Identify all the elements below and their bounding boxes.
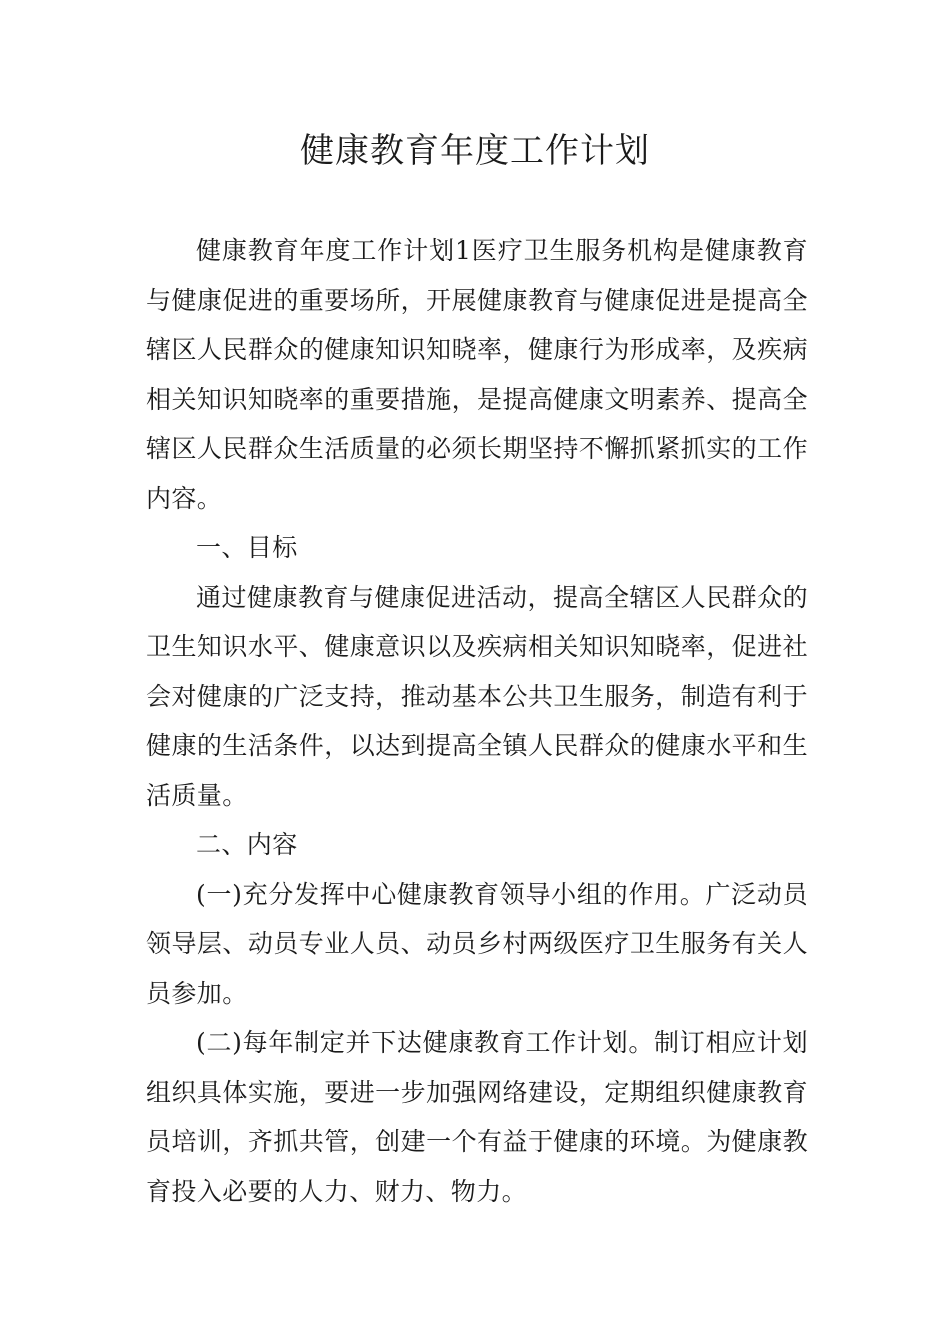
paragraph-content-item-2: (二)每年制定并下达健康教育工作计划。制订相应计划组织具体实施，要进一步加强网络建设，定期组织健康教育员培训，齐抓共管，创建一个有益于健康的环境。为健康教育投入必要的人力、财力、物力。 [146,1028,808,1206]
section-heading-goal: 一、目标 [196,533,298,562]
section-heading-content: 二、内容 [196,830,298,859]
paragraph-content-item-1: (一)充分发挥中心健康教育领导小组的作用。广泛动员领导层、动员专业人员、动员乡村两级医疗卫生服务有关人员参加。 [146,879,808,1008]
paragraph-intro: 健康教育年度工作计划1医疗卫生服务机构是健康教育与健康促进的重要场所，开展健康教育与健康促进是提高全辖区人民群众的健康知识知晓率，健康行为形成率，及疾病相关知识知晓率的重要措施，是提高健康文明素养、提高全辖区人民群众生活质量的必须长期坚持不懈抓紧抓实的工作内容。 [146,236,808,513]
document-title: 健康教育年度工作计划 [300,131,650,171]
document-body [146,226,808,1216]
paragraph-goal: 通过健康教育与健康促进活动，提高全辖区人民群众的卫生知识水平、健康意识以及疾病相关知识知晓率，促进社会对健康的广泛支持，推动基本公共卫生服务，制造有利于健康的生活条件，以达到提高全镇人民群众的健康水平和生活质量。 [146,582,808,810]
